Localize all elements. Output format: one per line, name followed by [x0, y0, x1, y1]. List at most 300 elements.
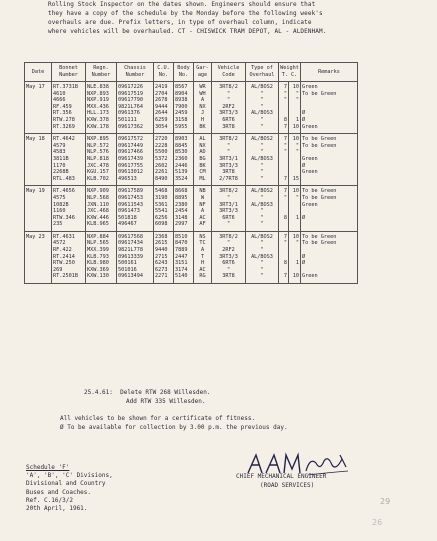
- cell-garage: WH: [194, 91, 212, 98]
- engineer-line: CHIEF MECHANICAL ENGINEER: [236, 473, 327, 480]
- cell-body: 2454: [174, 208, 194, 215]
- cell-weight-t: [279, 163, 289, 170]
- cell-bonnet: RT.4631: [52, 231, 86, 240]
- cell-garage: NB: [194, 186, 212, 195]
- cell-weight-t: [279, 247, 289, 254]
- cell-remarks: Ø: [301, 254, 358, 261]
- cell-overhaul: ": [246, 124, 279, 134]
- header-body: Body No.: [174, 63, 194, 82]
- cell-weight-t: 8: [279, 260, 289, 267]
- header-bonnet: Bonnet Number: [52, 63, 86, 82]
- cell-date: [25, 254, 52, 261]
- cell-vehicle-code: ": [212, 143, 246, 150]
- cell-cu: 5541: [154, 208, 174, 215]
- cell-cu: 6273: [154, 267, 174, 274]
- table-row: [25, 195, 358, 202]
- cell-cu: 5500: [154, 149, 174, 156]
- cell-weight-c: 10: [289, 124, 301, 134]
- cell-chassis: 09617439: [117, 156, 154, 163]
- cell-regn: JXN.110: [86, 202, 117, 209]
- cell-weight-t: [279, 208, 289, 215]
- cell-weight-t: ": [279, 195, 289, 202]
- cell-bonnet: RT.2501B: [52, 273, 86, 283]
- cell-chassis: 09617790: [117, 97, 154, 104]
- cell-vehicle-code: 6RT6: [212, 260, 246, 267]
- cell-regn: KXW.130: [86, 273, 117, 283]
- cell-overhaul: AL/BOS3: [246, 110, 279, 117]
- cell-body: 3158: [174, 117, 194, 124]
- cell-regn: NLP.572: [86, 143, 117, 150]
- cell-regn: NLE.838: [86, 82, 117, 91]
- table-header-row: [25, 63, 358, 82]
- cell-bonnet: 4575: [52, 195, 86, 202]
- cell-date: [25, 104, 52, 111]
- cell-date: May 18: [25, 134, 52, 143]
- table-row: [25, 169, 358, 176]
- cell-cu: 2419: [154, 82, 174, 91]
- cell-weight-t: ": [279, 149, 289, 156]
- cell-vehicle-code: 3RT3/3: [212, 208, 246, 215]
- cell-vehicle-code: 6RT6: [212, 215, 246, 222]
- cell-chassis: 09617568: [117, 231, 154, 240]
- cell-bonnet: 2268B: [52, 169, 86, 176]
- cell-vehicle-code: ": [212, 91, 246, 98]
- cell-date: [25, 117, 52, 124]
- cell-chassis: 09613012: [117, 169, 154, 176]
- cell-weight-c: [289, 156, 301, 163]
- cell-regn: HLL.173: [86, 110, 117, 117]
- amendment-line: Delete RTW 268 Willesden.: [120, 389, 211, 396]
- note-line: Ø To be available for collection by 3.00 p.m. the previous day.: [60, 424, 288, 431]
- cell-bonnet: 4610: [52, 91, 86, 98]
- cell-overhaul: ": [246, 169, 279, 176]
- general-notes: [60, 414, 288, 432]
- cell-garage: A: [194, 97, 212, 104]
- cell-garage: NF: [194, 202, 212, 209]
- cell-cu: 2644: [154, 110, 174, 117]
- cell-chassis: 09617226: [117, 82, 154, 91]
- cell-weight-c: 10: [289, 186, 301, 195]
- cell-cu: 2678: [154, 97, 174, 104]
- cell-body: 8470: [174, 240, 194, 247]
- intro-line: Rolling Stock Inspector on the dates shown. Engineers should ensure that: [48, 1, 316, 8]
- cell-bonnet: 269: [52, 267, 86, 274]
- cell-remarks: Green: [301, 202, 358, 209]
- table-row: [25, 143, 358, 150]
- cell-weight-t: ": [279, 97, 289, 104]
- cell-weight-t: ": [279, 91, 289, 98]
- table-row: [25, 104, 358, 111]
- table-row: [25, 267, 358, 274]
- cell-remarks: [301, 97, 358, 104]
- cell-body: 8895: [174, 195, 194, 202]
- cell-chassis: 09617755: [117, 163, 154, 170]
- cell-body: 2997: [174, 221, 194, 231]
- cell-date: [25, 273, 52, 283]
- table-row: [25, 221, 358, 231]
- cell-chassis: 0961473: [117, 208, 154, 215]
- amendment-notes: [84, 388, 210, 406]
- cell-weight-t: [279, 202, 289, 209]
- cell-bonnet: 4579: [52, 143, 86, 150]
- cell-weight-c: ": [289, 91, 301, 98]
- cell-weight-t: 7: [279, 231, 289, 240]
- cell-overhaul: ": [246, 176, 279, 186]
- table-row: [25, 163, 358, 170]
- cell-weight-t: 7: [279, 186, 289, 195]
- cell-bonnet: 4572: [52, 240, 86, 247]
- cell-weight-c: [289, 254, 301, 261]
- cell-garage: AF: [194, 221, 212, 231]
- cell-chassis: 501111: [117, 117, 154, 124]
- cell-regn: MXX.399: [86, 247, 117, 254]
- cell-chassis: 09617466: [117, 149, 154, 156]
- cell-weight-c: 15: [289, 176, 301, 186]
- cell-body: 3151: [174, 260, 194, 267]
- cell-body: 8845: [174, 143, 194, 150]
- cell-weight-c: [289, 208, 301, 215]
- cell-bonnet: RTW.346: [52, 215, 86, 222]
- cell-cu: 2602: [154, 163, 174, 170]
- amendment-line: Add RTW 335 Willesden.: [126, 398, 206, 405]
- cell-cu: 3190: [154, 195, 174, 202]
- cell-overhaul: AL/BOS2: [246, 231, 279, 240]
- cell-garage: CM: [194, 169, 212, 176]
- schedule-line: 'A', 'B', 'C' Divisions,: [26, 472, 113, 480]
- cell-remarks: [301, 267, 358, 274]
- cell-vehicle-code: 2/7RT8: [212, 176, 246, 186]
- cell-bonnet: 1082B: [52, 202, 86, 209]
- cell-date: [25, 202, 52, 209]
- cell-regn: KLB.965: [86, 221, 117, 231]
- table-body: [25, 82, 358, 284]
- header-cu: C.U. No.: [154, 63, 174, 82]
- cell-weight-t: [279, 156, 289, 163]
- cell-garage: BG: [194, 156, 212, 163]
- cell-bonnet: 1170: [52, 163, 86, 170]
- cell-cu: 2720: [154, 134, 174, 143]
- cell-cu: 2228: [154, 143, 174, 150]
- cell-garage: AD: [194, 149, 212, 156]
- cell-chassis: 09617589: [117, 186, 154, 195]
- cell-body: 5139: [174, 169, 194, 176]
- cell-body: 3148: [174, 215, 194, 222]
- cell-regn: KXW.446: [86, 215, 117, 222]
- cell-overhaul: ": [246, 273, 279, 283]
- cell-bonnet: 1160: [52, 208, 86, 215]
- table-row: [25, 208, 358, 215]
- cell-weight-t: [279, 110, 289, 117]
- cell-bonnet: 4666: [52, 97, 86, 104]
- cell-date: [25, 163, 52, 170]
- cell-body: 7900: [174, 104, 194, 111]
- cell-bonnet: RT.4656: [52, 186, 86, 195]
- header-regn: Regn. Number: [86, 63, 117, 82]
- cell-remarks: [301, 247, 358, 254]
- cell-overhaul: ": [246, 240, 279, 247]
- cell-vehicle-code: 6RT6: [212, 117, 246, 124]
- cell-remarks: To be Green: [301, 134, 358, 143]
- cell-body: 2360: [174, 156, 194, 163]
- cell-overhaul: AL/BOS3: [246, 202, 279, 209]
- table-row: [25, 91, 358, 98]
- cell-garage: RG: [194, 273, 212, 283]
- cell-garage: BK: [194, 124, 212, 134]
- cell-cu: 8490: [154, 176, 174, 186]
- cell-weight-t: 7: [279, 82, 289, 91]
- cell-body: 8567: [174, 82, 194, 91]
- table-row: [25, 149, 358, 156]
- cell-cu: 9440: [154, 247, 174, 254]
- cell-weight-c: 10: [289, 134, 301, 143]
- cell-vehicle-code: ": [212, 267, 246, 274]
- intro-line: overhauls are due. Prefix letters, in type of overhaul column, indicate: [48, 19, 312, 26]
- cell-overhaul: ": [246, 195, 279, 202]
- table-row: [25, 176, 358, 186]
- cell-cu: 5361: [154, 202, 174, 209]
- cell-remarks: Ø: [301, 260, 358, 267]
- cell-cu: 6243: [154, 260, 174, 267]
- cell-body: 8668: [174, 186, 194, 195]
- cell-chassis: 496513: [117, 176, 154, 186]
- cell-weight-t: [279, 104, 289, 111]
- cell-chassis: 09617519: [117, 91, 154, 98]
- cell-remarks: Green: [301, 273, 358, 283]
- cell-date: [25, 195, 52, 202]
- cell-weight-c: [289, 169, 301, 176]
- cell-cu: 2261: [154, 169, 174, 176]
- cell-vehicle-code: ": [212, 195, 246, 202]
- cell-bonnet: 3811B: [52, 156, 86, 163]
- cell-date: [25, 97, 52, 104]
- cell-regn: NXP.895: [86, 134, 117, 143]
- cell-weight-c: 10: [289, 231, 301, 240]
- cell-weight-t: 8: [279, 117, 289, 124]
- header-date: Date: [25, 63, 52, 82]
- cell-cu: 2715: [154, 254, 174, 261]
- cell-weight-c: 10: [289, 82, 301, 91]
- cell-overhaul: AL/BOS2: [246, 82, 279, 91]
- cell-body: 2380: [174, 202, 194, 209]
- cell-overhaul: ": [246, 215, 279, 222]
- cell-remarks: Green: [301, 169, 358, 176]
- table-row: [25, 202, 358, 209]
- cell-chassis: 501818: [117, 215, 154, 222]
- cell-remarks: Green: [301, 156, 358, 163]
- table-row: [25, 124, 358, 134]
- cell-vehicle-code: 3RT8: [212, 124, 246, 134]
- table-row: [25, 240, 358, 247]
- cell-garage: AL: [194, 134, 212, 143]
- cell-remarks: Green: [301, 82, 358, 91]
- cell-body: 8904: [174, 91, 194, 98]
- cell-chassis: 09617362: [117, 124, 154, 134]
- cell-remarks: To be Green: [301, 91, 358, 98]
- cell-bonnet: RTL.483: [52, 176, 86, 186]
- cell-date: May 23: [25, 231, 52, 240]
- cell-chassis: 09617453: [117, 195, 154, 202]
- cell-garage: J: [194, 110, 212, 117]
- cell-remarks: To be Green: [301, 195, 358, 202]
- cell-garage: A: [194, 208, 212, 215]
- cell-regn: KLB.793: [86, 254, 117, 261]
- cell-garage: TC: [194, 240, 212, 247]
- cell-chassis: 09613494: [117, 273, 154, 283]
- intro-line: they have a copy of the schedule by the Monday before the following week's: [48, 10, 323, 17]
- header-garage: Gar- age: [194, 63, 212, 82]
- cell-date: [25, 208, 52, 215]
- cell-overhaul: AL/BOS3: [246, 254, 279, 261]
- cell-vehicle-code: ": [212, 149, 246, 156]
- cell-regn: NLP.576: [86, 149, 117, 156]
- cell-cu: 5372: [154, 156, 174, 163]
- table-row: [25, 156, 358, 163]
- cell-weight-c: ": [289, 195, 301, 202]
- cell-remarks: [301, 104, 358, 111]
- table-row: [25, 231, 358, 240]
- cell-regn: JXC.478: [86, 163, 117, 170]
- cell-overhaul: ": [246, 91, 279, 98]
- cell-weight-t: ": [279, 240, 289, 247]
- cell-weight-c: 1: [289, 215, 301, 222]
- cell-weight-c: ": [289, 97, 301, 104]
- cell-remarks: [301, 176, 358, 186]
- cell-regn: KXW.178: [86, 124, 117, 134]
- cell-weight-c: 10: [289, 273, 301, 283]
- cell-weight-c: ": [289, 240, 301, 247]
- cell-body: 2459: [174, 110, 194, 117]
- header-vehicle-code: Vehicle Code: [212, 63, 246, 82]
- cell-overhaul: ": [246, 143, 279, 150]
- cell-vehicle-code: 3RT3/3: [212, 110, 246, 117]
- cell-bonnet: RT.2414: [52, 254, 86, 261]
- cell-chassis: 09617449: [117, 143, 154, 150]
- cell-weight-c: [289, 267, 301, 274]
- cell-regn: NLP.568: [86, 195, 117, 202]
- cell-chassis: 09611543: [117, 202, 154, 209]
- note-line: All vehicles to be shown for a certificate of fitness.: [60, 415, 256, 422]
- cell-regn: NLP.818: [86, 156, 117, 163]
- cell-date: [25, 156, 52, 163]
- cell-vehicle-code: ": [212, 97, 246, 104]
- cell-remarks: Ø: [301, 110, 358, 117]
- cell-regn: KXW.369: [86, 267, 117, 274]
- cell-cu: 2615: [154, 240, 174, 247]
- cell-date: [25, 110, 52, 117]
- cell-weight-c: [289, 247, 301, 254]
- cell-garage: ML: [194, 176, 212, 186]
- engineer-title: [236, 472, 326, 490]
- engineer-line: (ROAD SERVICES): [260, 482, 315, 489]
- cell-weight-c: ": [289, 143, 301, 150]
- cell-garage: T: [194, 254, 212, 261]
- schedule-line: Divisional and Country: [26, 480, 106, 488]
- cell-weight-t: 7: [279, 273, 289, 283]
- cell-vehicle-code: 3RT3/3: [212, 163, 246, 170]
- cell-remarks: [301, 221, 358, 231]
- cell-weight-c: [289, 110, 301, 117]
- cell-body: 8903: [174, 134, 194, 143]
- cell-overhaul: ": [246, 117, 279, 124]
- intro-paragraph: [48, 0, 428, 36]
- cell-bonnet: RF.422: [52, 247, 86, 254]
- header-weight: Weight T. C.: [279, 63, 301, 82]
- cell-remarks: [301, 208, 358, 215]
- cell-regn: KGU.157: [86, 169, 117, 176]
- cell-garage: NS: [194, 231, 212, 240]
- cell-weight-c: 1: [289, 117, 301, 124]
- schedule-line: Buses and Coaches.: [26, 488, 92, 496]
- table-row: [25, 97, 358, 104]
- cell-bonnet: RF.459: [52, 104, 86, 111]
- table-row: [25, 117, 358, 124]
- cell-chassis: 9821L764: [117, 104, 154, 111]
- cell-body: 2447: [174, 254, 194, 261]
- table-row: [25, 186, 358, 195]
- cell-overhaul: ": [246, 104, 279, 111]
- cell-weight-c: ": [289, 149, 301, 156]
- cell-chassis: 09613339: [117, 254, 154, 261]
- cell-regn: NXP.893: [86, 91, 117, 98]
- pencil-mark: 29: [380, 497, 391, 506]
- cell-vehicle-code: 3RT8/2: [212, 82, 246, 91]
- cell-weight-t: [279, 221, 289, 231]
- cell-remarks: Ø: [301, 163, 358, 170]
- cell-garage: H: [194, 117, 212, 124]
- cell-body: 8938: [174, 97, 194, 104]
- table-row: [25, 273, 358, 283]
- pencil-mark: 26: [372, 518, 383, 527]
- cell-vehicle-code: ": [212, 240, 246, 247]
- cell-weight-c: [289, 104, 301, 111]
- cell-garage: AC: [194, 215, 212, 222]
- cell-overhaul: ": [246, 221, 279, 231]
- cell-overhaul: ": [246, 149, 279, 156]
- overhaul-schedule-table: [24, 62, 358, 284]
- cell-cu: 9444: [154, 104, 174, 111]
- schedule-line: 20th April, 1961.: [26, 505, 88, 513]
- cell-vehicle-code: 3RT3/3: [212, 254, 246, 261]
- cell-remarks: To be Green: [301, 186, 358, 195]
- cell-date: [25, 221, 52, 231]
- cell-chassis: 09617434: [117, 240, 154, 247]
- table-row: [25, 110, 358, 117]
- cell-overhaul: ": [246, 97, 279, 104]
- cell-cu: 6098: [154, 221, 174, 231]
- schedule-block: [26, 464, 113, 513]
- cell-date: May 17: [25, 82, 52, 91]
- cell-body: 5140: [174, 273, 194, 283]
- cell-garage: NX: [194, 143, 212, 150]
- cell-date: [25, 240, 52, 247]
- cell-remarks: [301, 149, 358, 156]
- header-chassis: Chassis Number: [117, 63, 154, 82]
- cell-bonnet: RTW.278: [52, 117, 86, 124]
- cell-date: [25, 169, 52, 176]
- cell-regn: JXC.468: [86, 208, 117, 215]
- cell-date: [25, 215, 52, 222]
- intro-line: where vehicles will be overhauled. CT - CHISWICK TRAM DEPOT, AL - ALDENHAM.: [48, 28, 327, 35]
- cell-remarks: Green: [301, 124, 358, 134]
- cell-weight-t: [279, 267, 289, 274]
- cell-chassis: 09617572: [117, 134, 154, 143]
- table-row: [25, 254, 358, 261]
- cell-overhaul: AL/BOS3: [246, 156, 279, 163]
- cell-cu: 5468: [154, 186, 174, 195]
- cell-overhaul: AL/BOS2: [246, 186, 279, 195]
- cell-bonnet: RT.356: [52, 110, 86, 117]
- cell-weight-t: ": [279, 143, 289, 150]
